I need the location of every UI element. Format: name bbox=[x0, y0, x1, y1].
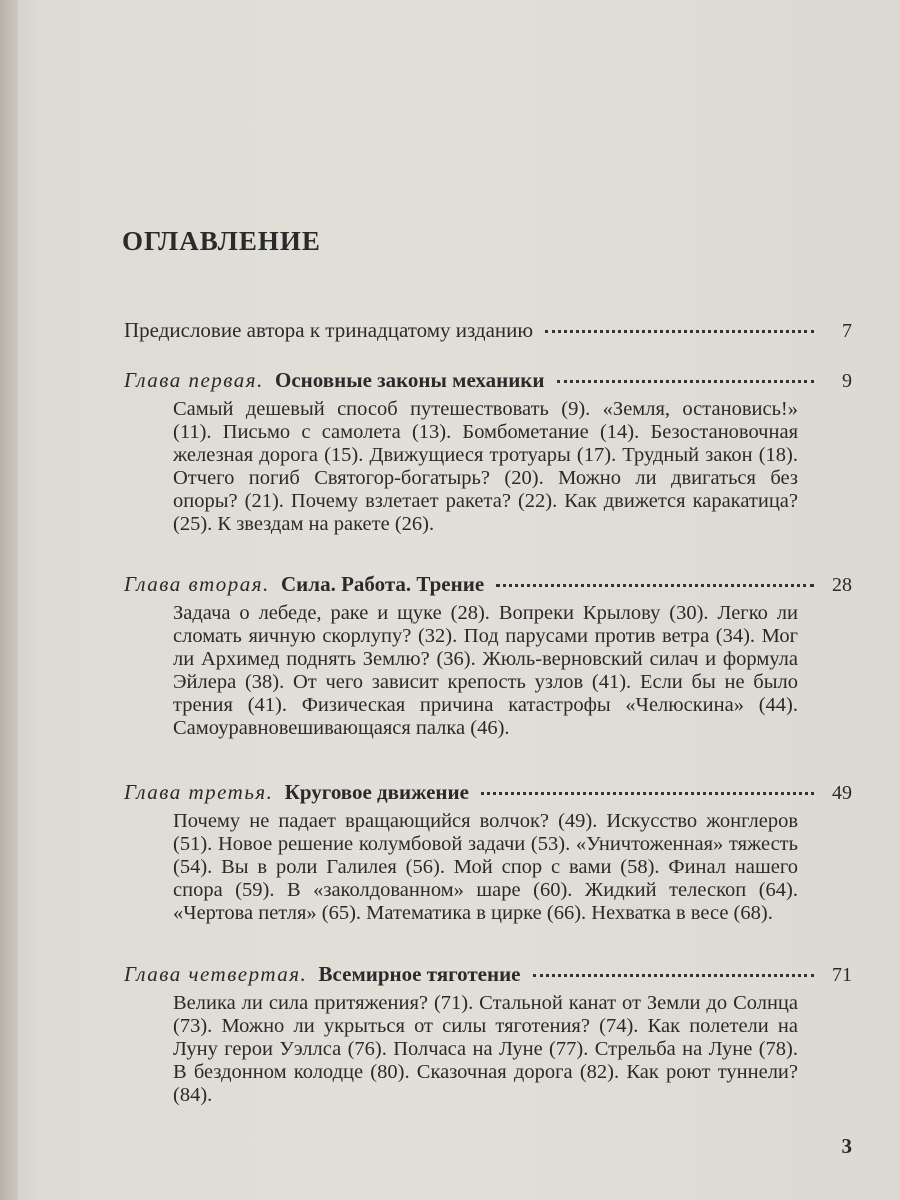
dot-leader bbox=[496, 584, 814, 587]
toc-entry-chapter-4 bbox=[124, 962, 852, 987]
dot-leader bbox=[557, 380, 814, 383]
chapter-heading bbox=[124, 572, 484, 597]
dot-leader bbox=[481, 792, 814, 795]
toc-entry-chapter-3 bbox=[124, 780, 852, 805]
chapter-heading bbox=[124, 368, 545, 393]
dot-leader bbox=[545, 330, 814, 333]
chapter-number: Глава первая. bbox=[124, 368, 264, 392]
chapter-heading bbox=[124, 780, 469, 805]
preface-label: Предисловие автора к тринадцатому изданию bbox=[124, 318, 534, 342]
chapter-number: Глава третья. bbox=[124, 780, 274, 804]
toc-entry-chapter-1 bbox=[124, 368, 852, 393]
dot-leader bbox=[533, 974, 815, 977]
chapter-title: Круговое движение bbox=[284, 780, 469, 804]
chapter-number: Глава вторая. bbox=[124, 572, 270, 596]
page-number: 9 bbox=[842, 370, 852, 392]
folio-page-number: 3 bbox=[841, 1134, 852, 1158]
chapter-heading bbox=[124, 962, 521, 987]
chapter-number: Глава четвертая. bbox=[124, 962, 308, 986]
chapter-topics: Самый дешевый способ путешествовать (9). «Земля, остановись!» (11). Письмо с самолета (13). Бомбометание (14). Безостановочная железная дорога (15). Движущиеся тротуары (17). Трудный закон (18). Отчего погиб Святогор-богатырь? (20). Можно ли двигаться без опоры? (21). Почему взлетает ракета? (22). Как движется каракатица? (25). К звездам на ракете (26). bbox=[173, 398, 798, 535]
chapter-title: Сила. Работа. Трение bbox=[281, 572, 485, 596]
toc-entry-chapter-2 bbox=[124, 572, 852, 597]
chapter-topics: Велика ли сила притяжения? (71). Стальной канат от Земли до Солнца (73). Можно ли укрыться от силы тяготения? (74). Как полетели на Луну герои Уэллса (76). Полчаса на Луне (77). Стрельба на Луне (78). В бездонном колодце (80). Сказочная дорога (82). Как роют туннели? (84). bbox=[173, 992, 798, 1106]
toc-entry-preface bbox=[124, 318, 852, 343]
page-number: 7 bbox=[842, 320, 852, 342]
chapter-topics: Почему не падает вращающийся волчок? (49). Искусство жонглеров (51). Новое решение колумбовой задачи (53). «Уничтоженная» тяжесть (54). Вы в роли Галилея (56). Мой спор с вами (58). Финал нашего спора (59). В «заколдованном» шаре (60). Жидкий телескоп (64). «Чертова петля» (65). Математика в цирке (66). Нехватка в весе (68). bbox=[173, 810, 798, 924]
page-number: 49 bbox=[832, 782, 852, 804]
page-title: ОГЛАВЛЕНИЕ bbox=[122, 226, 321, 256]
chapter-title: Основные законы механики bbox=[275, 368, 545, 392]
page-gutter bbox=[0, 0, 18, 1200]
chapter-topics: Задача о лебеде, раке и щуке (28). Вопреки Крылову (30). Легко ли сломать яичную скорлупу? (32). Под парусами против ветра (34). Мог ли Архимед поднять Землю? (36). Жюль-верновский силач и формула Эйлера (38). От чего зависит крепость узлов (41). Если бы не было трения (41). Физическая причина катастрофы «Челюскина» (44). Самоуравновешивающаяся палка (46). bbox=[173, 602, 798, 739]
chapter-title: Всемирное тяготение bbox=[318, 962, 521, 986]
page-number: 28 bbox=[832, 574, 852, 596]
page-number: 71 bbox=[832, 964, 852, 986]
